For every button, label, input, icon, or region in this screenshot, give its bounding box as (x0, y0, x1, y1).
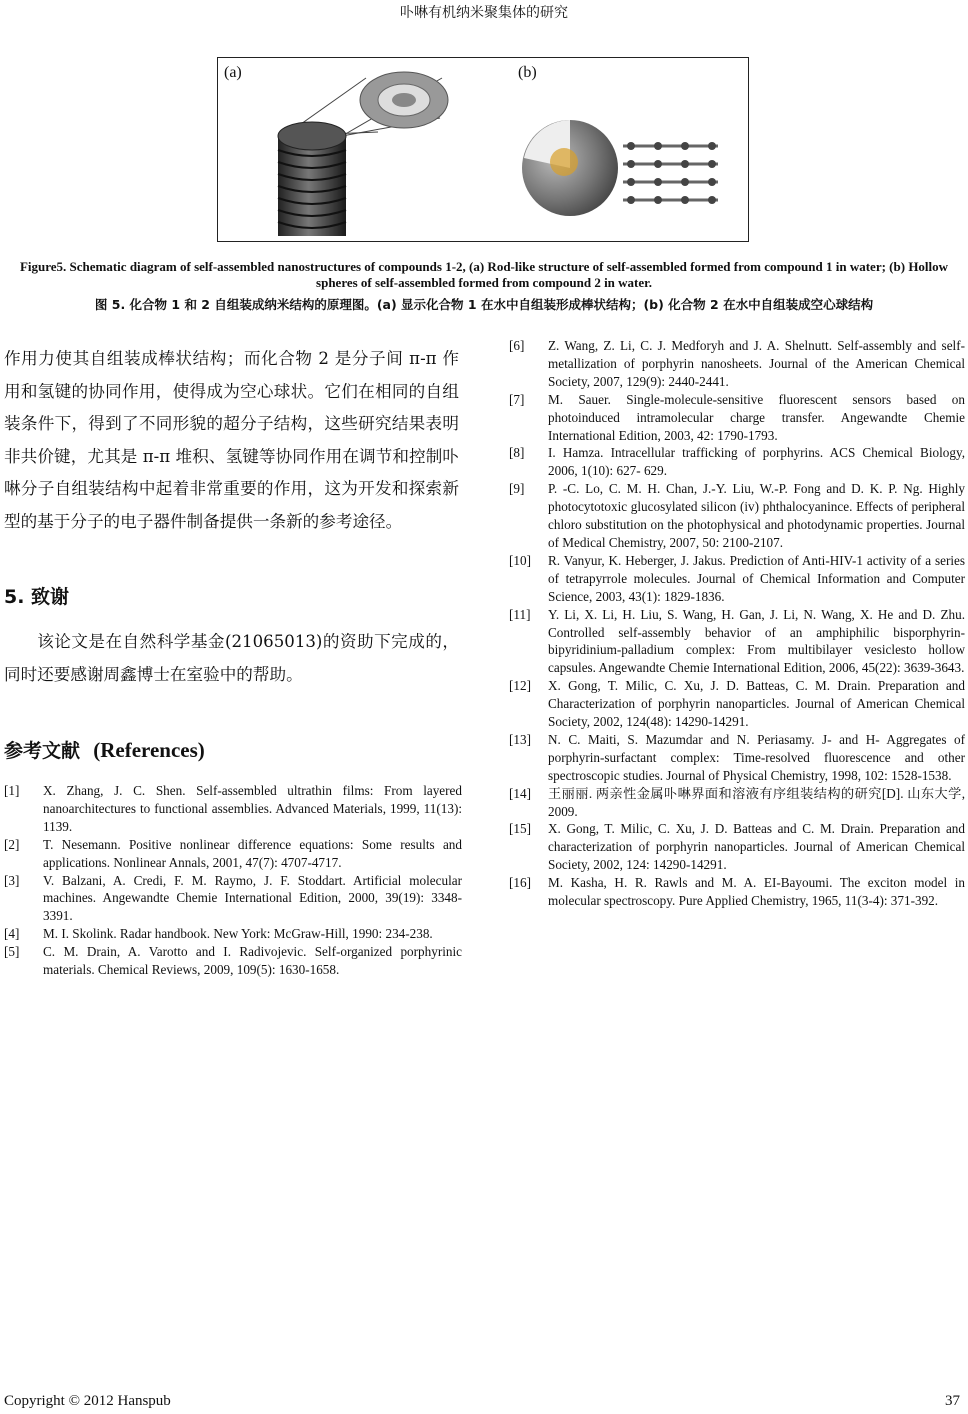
reference-item: [12] X. Gong, T. Milic, C. Xu, J. D. Batteas, C. M. Drain. Preparation and Characterization of porphyrin nanoparticles. Journal of American Chemical Society, 2002, 124(48): 14290-14291. (509, 678, 965, 730)
reference-item: [14] 王丽丽. 两亲性金属卟啉界面和溶液有序组装结构的研究[D]. 山东大学, 2009. (509, 785, 965, 819)
reference-list-right (509, 337, 965, 910)
running-header: 卟啉有机纳米聚集体的研究 (400, 5, 568, 21)
reference-item: [1] X. Zhang, J. C. Shen. Self-assembled ultrathin films: From layered nanoarchitectures to functional assemblies. Advanced Materials, 1999, 11(13): 1139. (4, 783, 462, 834)
reference-item: [5] C. M. Drain, A. Varotto and I. Radivojevic. Self-organized porphyrinic materials. Chemical Reviews, 2009, 109(5): 1630-1658. (4, 944, 462, 978)
reference-item: [15] X. Gong, T. Milic, C. Xu, J. D. Batteas and C. M. Drain. Preparation and characterization of porphyrin nanoparticles. Journal of American Chemical Society, 2002, 124: 14290-14291. (509, 821, 965, 873)
reference-item: [2] T. Nesemann. Positive nonlinear difference equations: Some results and applications. Nonlinear Annals, 2001, 47(7): 4707-4717. (4, 836, 462, 870)
references-heading-en: (References) (93, 738, 205, 762)
figure-caption-english: Figure5. Schematic diagram of self-assembled nanostructures of compounds 1-2, (a) Rod-like structure of self-assembled formed from compound 1 in water; (b) Hollow spheres of self-assembled formed from compound 2 in water. (19, 259, 949, 290)
footer-copyright: Copyright © 2012 Hanspub (4, 1393, 171, 1409)
acknowledgment-heading: 5. 致谢 (4, 586, 70, 608)
panel-a-label: (a) (224, 64, 242, 81)
figure-caption-chinese: 图 5. 化合物 1 和 2 自组装成纳米结构的原理图。(a) 显示化合物 1 在水中自组装形成棒状结构；(b) 化合物 2 在水中自组装成空心球结构 (94, 297, 874, 312)
reference-list-left (4, 782, 462, 979)
references-heading (4, 736, 205, 763)
reference-item: [11] Y. Li, X. Li, H. Liu, S. Wang, H. Gan, J. Li, N. Wang, X. He and D. Zhu. Controlled self-assembly behavior of an amphiphilic bisporphyrin-bipyridinium-palladium complex: From multibilayer vesiclesto hollow capsules. Angewandte Chemie International Edition, 2006, 45(22): 3639-3643. (509, 606, 965, 676)
page-number: 37 (945, 1393, 960, 1409)
reference-item: [10] R. Vanyur, K. Heberger, J. Jakus. Prediction of Anti-HIV-1 activity of a series of tetrapyrrole molecules. Journal of Chemical Information and Computer Science, 2003, 43(1): 1829-1836. (509, 552, 965, 604)
reference-item: [3] V. Balzani, A. Credi, F. M. Raymo, J. F. Stoddart. Artificial molecular machines. Angewandte Chemie International Edition, 2000, 39(19): 3348-3391. (4, 872, 462, 924)
figure-5 (217, 57, 749, 242)
rod-structure-graphic (278, 72, 448, 236)
body-paragraph: 作用力使其自组装成棒状结构；而化合物 2 是分子间 π-π 作用和氢键的协同作用，使得成为空心球状。它们在相同的自组装条件下，得到了不同形貌的超分子结构，这些研究结果表明非共价键，尤其是 π-π 堆积、氢键等协同作用在调节和控制卟啉分子自组装结构中起着非常重要的作用，这为开发和探索新型的基于分子的电子器件制备提供一条新的参考途径。 (4, 349, 459, 531)
figure-illustration (218, 58, 748, 241)
reference-item: [6] Z. Wang, Z. Li, C. J. Medforyh and J. A. Shelnutt. Self-assembly and self-metallization of porphyrin nanosheets. Journal of the American Chemical Society, 2007, 129(9): 2440-2441. (509, 338, 965, 389)
reference-item: [9] P. -C. Lo, C. M. H. Chan, J.-Y. Liu, W.-P. Fong and D. K. P. Ng. Highly photocytotoxic glucosylated silicon (iv) phthalocyanince. Effects of peripheral chloro substitution on the photophysical and photodynamic properties. Journal of Medical Chemistry, 2007, 50: 2100-2107. (509, 481, 965, 550)
panel-b-label: (b) (518, 64, 537, 81)
reference-item: [8] I. Hamza. Intracellular trafficking of porphyrins. ACS Chemical Biology, 2006, 1(10): 627- 629. (509, 445, 965, 479)
reference-item: [4] M. I. Skolink. Radar handbook. New York: McGraw-Hill, 1990: 234-238. (4, 926, 433, 942)
references-heading-zh: 参考文献 (4, 740, 81, 762)
reference-item: [13] N. C. Maiti, S. Mazumdar and N. Periasamy. J- and H- Aggregates of porphyrin-surfactant complex: Time-resolved fluorescence and other spectroscopic studies. Journal of Physical Chemistry, 1998, 102: 1528-1538. (509, 731, 965, 783)
reference-item: [16] M. Kasha, H. R. Rawls and M. A. EI-Bayoumi. The exciton model in molecular spectroscopy. Pure Applied Chemistry, 1965, 11(3-4): 371-392. (509, 875, 965, 909)
acknowledgment-text: 该论文是在自然科学基金(21065013)的资助下完成的，同时还要感谢周鑫博士在室验中的帮助。 (4, 632, 459, 684)
hollow-sphere-graphic (522, 120, 718, 216)
reference-item: [7] M. Sauer. Single-molecule-sensitive fluorescent sensors based on photoinduced intramolecular charge transfer. Angewandte Chemie International Edition, 2003, 42: 1790-1793. (509, 391, 965, 443)
